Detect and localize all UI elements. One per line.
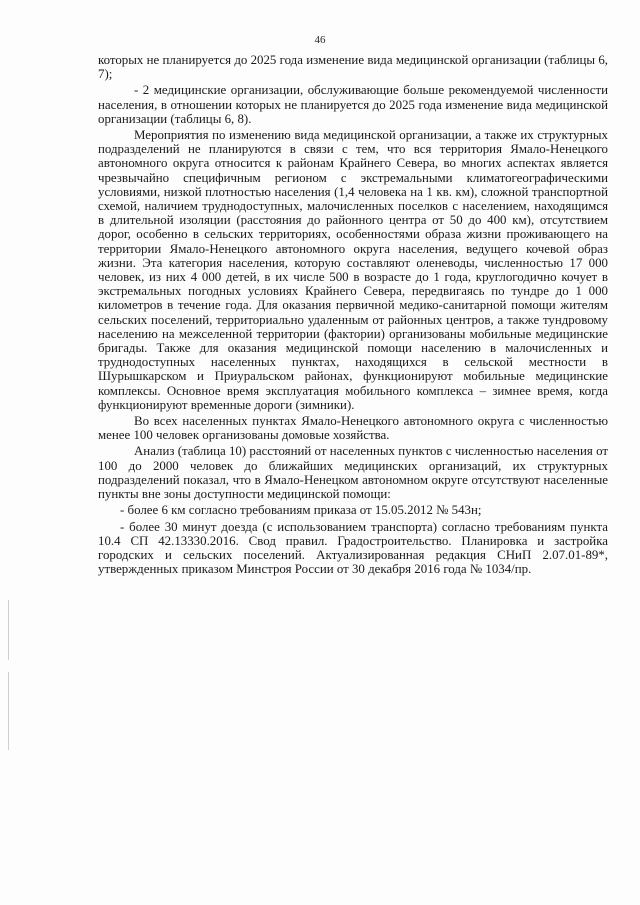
page-number: 46 bbox=[314, 34, 326, 46]
scan-margin-line bbox=[8, 600, 9, 750]
paragraph-list-item-organizations: - 2 медицинские организации, обслуживающие больше рекомендуемой численности населения, в отношении которых не планируется до 2025 года изменение вида медицинской организации (таблицы 6, 8). bbox=[98, 83, 608, 126]
paragraph-household: Во всех населенных пунктах Ямало-Ненецкого автономного округа с численностью менее 100 человек организованы домовые хозяйства. bbox=[98, 414, 608, 443]
paragraph-measures: Мероприятия по изменению вида медицинской организации, а также их структурных подразделений не планируются в связи с тем, что вся территория Ямало-Ненецкого автономного округа относится к районам Крайнего Севера, во многих аспектах является чрезвычайно специфичным регионом с экстремальными климатогеографическими условиями, низкой плотностью населения (1,4 человека на 1 кв. км), сложной транспортной схемой, наличием труднодоступных, малочисленных поселков с населением, находящимся в длительной изоляции (расстояния до районного центра от 50 до 400 км), отсутствием дорог, особенно в сельских территориях, особенностями образа жизни проживающего на территории Ямало-Ненецкого автономного округа населения, ведущего кочевой образ жизни. Эта категория населения, которую составляют оленеводы, численностью 17 000 человек, из них 4 000 детей, в их числе 500 в возрасте до 1 года, круглогодично кочует в экстремальных погодных условиях Крайнего Севера, передвигаясь по тундре до 1 000 километров в течение года. Для оказания первичной медико-санитарной помощи жителям сельских поселений, территориально удаленным от районных центров, а также тундровому населению на межселенной территории (фактории) организованы мобильные медицинские бригады. Также для оказания медицинской помощи населению в малочисленных и труднодоступных населенных пунктах, находящихся в сельской местности в Шурышкарском и Приуральском районах, функционируют мобильные медицинские комплексы. Основное время эксплуатация мобильного комплекса – зимнее время, когда функционируют временные дороги (зимники). bbox=[98, 128, 608, 412]
document-body bbox=[98, 53, 608, 576]
paragraph-list-item-distance: - более 6 км согласно требованиям приказа от 15.05.2012 № 543н; bbox=[120, 503, 482, 518]
paragraph-continuation: которых не планируется до 2025 года изменение вида медицинской организации (таблицы 6, 7); bbox=[98, 53, 608, 82]
paragraph-list-item-travel-time: - более 30 минут доезда (с использованием транспорта) согласно требованиям пункта 10.4 СП 42.13330.2016. Свод правил. Градостроительство. Планировка и застройка городских и сельских поселений. Актуализированная редакция СНиП 2.07.01-89*, утвержденных приказом Минстроя России от 30 декабря 2016 года № 1034/пр. bbox=[98, 519, 608, 577]
paragraph-analysis: Анализ (таблица 10) расстояний от населенных пунктов с численностью населения от 100 до 2000 человек до ближайших медицинских организаций, их структурных подразделений показал, что в Ямало-Ненецком автономном округе отсутствуют населенные пункты вне зоны доступности медицинской помощи: bbox=[98, 444, 608, 502]
